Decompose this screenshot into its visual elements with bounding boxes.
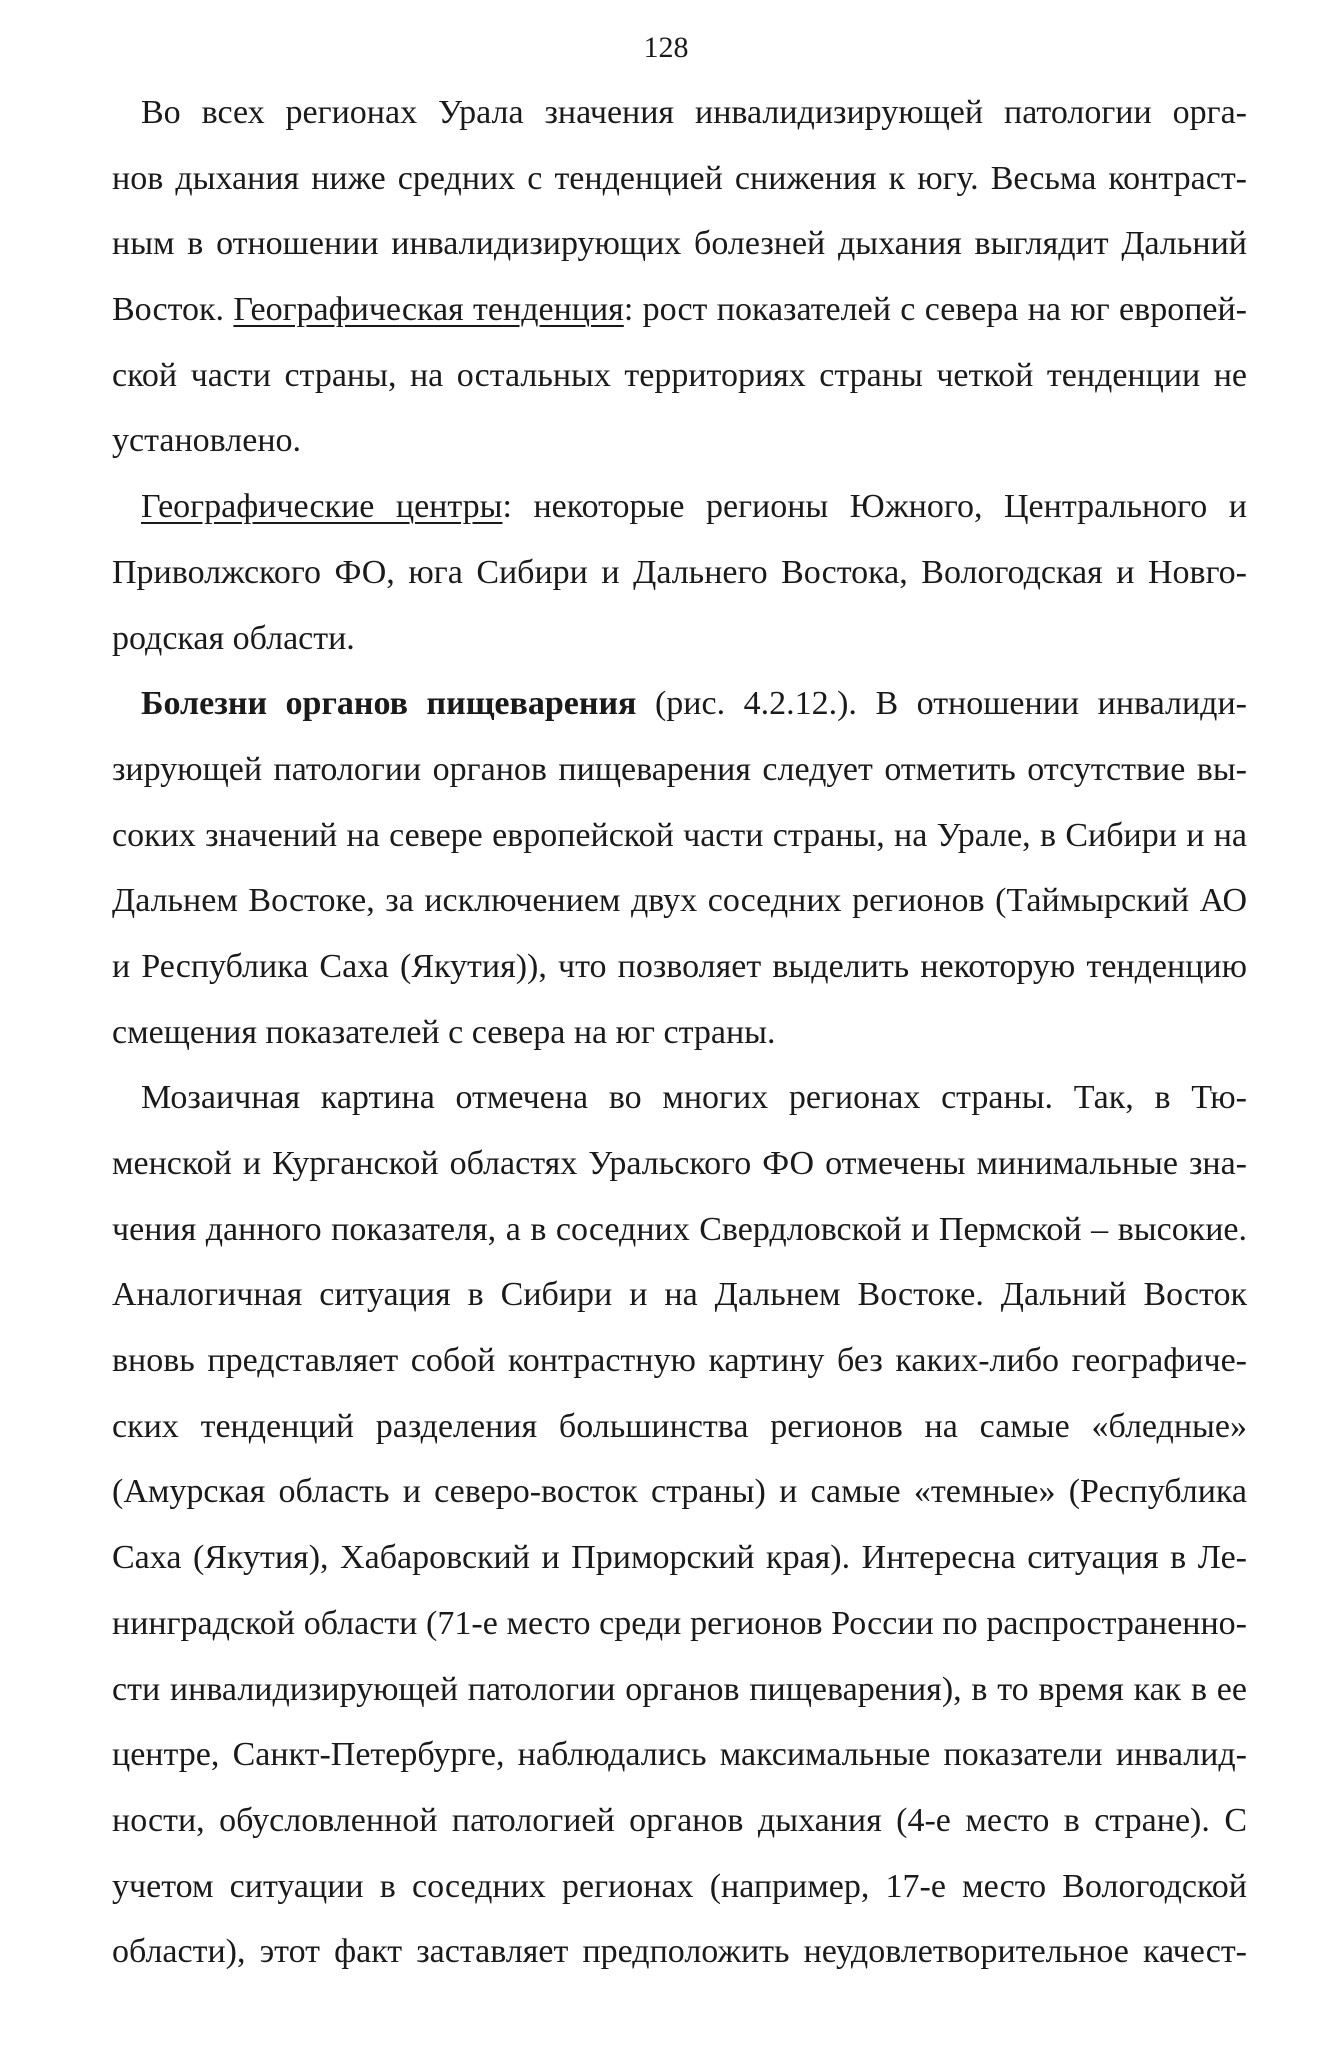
text-line-content: менской и Курганской областях Уральского ФО отмечены минимальные зна- — [112, 1145, 1247, 1182]
text-line-content: установлено. — [112, 422, 302, 460]
text-line — [112, 737, 1247, 803]
text-line-content: Дальнем Востоке, за исключением двух соседних регионов (Таймырский АО — [112, 882, 1247, 920]
text-line — [112, 343, 1247, 409]
text-line-content: : некоторые регионы Южного, Центрального и — [502, 488, 1247, 526]
text-line — [112, 803, 1247, 869]
text-line — [141, 1065, 1247, 1131]
text-line-content: нинградской области (71-е место среди регионов России по распространенно- — [112, 1604, 1247, 1642]
text-line-content: учетом ситуации в соседних регионах (например, 17-е место Вологодской — [112, 1867, 1247, 1905]
text-line — [112, 1131, 1247, 1197]
text-line — [112, 1000, 1247, 1066]
body-text — [112, 80, 1247, 1985]
text-line-content: (Амурская область и северо-восток страны) и самые «темные» (Республика — [112, 1473, 1247, 1511]
text-line-content: ным в отношении инвалидизирующих болезней дыхания выглядит Дальний — [112, 225, 1247, 263]
text-line — [112, 540, 1247, 606]
text-line-content: области), этот факт заставляет предположить неудовлетворительное качест- — [112, 1933, 1247, 1971]
text-line — [112, 606, 1247, 672]
text-line-content: и Республика Саха (Якутия)), что позволяет выделить некоторую тенденцию — [112, 947, 1247, 985]
text-line — [112, 1197, 1247, 1263]
text-line — [112, 1328, 1247, 1394]
text-line-content: ских тенденций разделения большинства регионов на самые «бледные» — [112, 1407, 1247, 1445]
text-line-content: смещения показателей с севера на юг страны. — [112, 1013, 776, 1051]
text-line — [112, 1591, 1247, 1657]
text-line-content: ской части страны, на остальных территориях страны четкой тенденции не — [112, 356, 1247, 394]
text-line-content: Восток. — [112, 291, 234, 329]
text-line — [112, 1657, 1247, 1723]
text-line — [112, 211, 1247, 277]
text-line — [112, 1854, 1247, 1920]
text-line-content: центре, Санкт-Петербурге, наблюдались максимальные показатели инвалид- — [112, 1736, 1247, 1774]
text-line — [141, 671, 1247, 737]
text-line — [112, 1262, 1247, 1328]
text-line — [112, 1788, 1247, 1854]
text-line — [141, 80, 1247, 146]
text-line-content: Саха (Якутия), Хабаровский и Приморский края). Интересна ситуация в Ле- — [112, 1539, 1247, 1577]
text-line — [112, 1525, 1247, 1591]
text-line-content: чения данного показателя, а в соседних Свердловской и Пермской – высокие. — [112, 1210, 1247, 1248]
text-line-content: сти инвалидизирующей патологии органов пищеварения), в то время как в ее — [112, 1670, 1247, 1708]
text-line-content: нов дыхания ниже средних с тенденцией снижения к югу. Весьма контраст- — [112, 159, 1247, 197]
text-line-content: Во всех регионах Урала значения инвалидизирующей патологии орга- — [141, 94, 1247, 131]
text-line-content: вновь представляет собой контрастную картину без каких-либо географиче- — [112, 1342, 1247, 1380]
text-line-content: ности, обусловленной патологией органов дыхания (4-е место в стране). С — [112, 1801, 1247, 1839]
text-line — [112, 408, 1247, 474]
text-line-content: (рис. 4.2.12.). В отношении инвалиди- — [636, 685, 1247, 723]
text-line-content: зирующей патологии органов пищеварения следует отметить отсутствие вы- — [112, 750, 1247, 788]
text-line — [112, 934, 1247, 1000]
text-line — [112, 868, 1247, 934]
text-line — [112, 1722, 1247, 1788]
text-line-content: родская области. — [112, 619, 355, 657]
text-line — [112, 1394, 1247, 1460]
text-line — [112, 146, 1247, 212]
bold-heading: Болезни органов пищеварения — [141, 685, 637, 723]
text-line — [112, 1919, 1247, 1985]
text-line-content: Мозаичная картина отмечена во многих регионах страны. Так, в Тю- — [141, 1079, 1247, 1117]
text-line-content: Приволжского ФО, юга Сибири и Дальнего Востока, Вологодская и Новго- — [112, 553, 1247, 591]
underlined-term: Географические центры — [141, 488, 503, 526]
text-line-content: : рост показателей с севера на юг европей- — [623, 291, 1247, 329]
text-line — [112, 277, 1247, 343]
text-line-content: Аналогичная ситуация в Сибири и на Дальнем Востоке. Дальний Восток — [112, 1276, 1247, 1314]
text-line — [112, 1459, 1247, 1525]
text-line-content: соких значений на севере европейской части страны, на Урале, в Сибири и на — [112, 816, 1247, 854]
underlined-term: Географическая тенденция — [233, 291, 624, 329]
text-line — [141, 474, 1247, 540]
page-number: 128 — [643, 31, 689, 64]
